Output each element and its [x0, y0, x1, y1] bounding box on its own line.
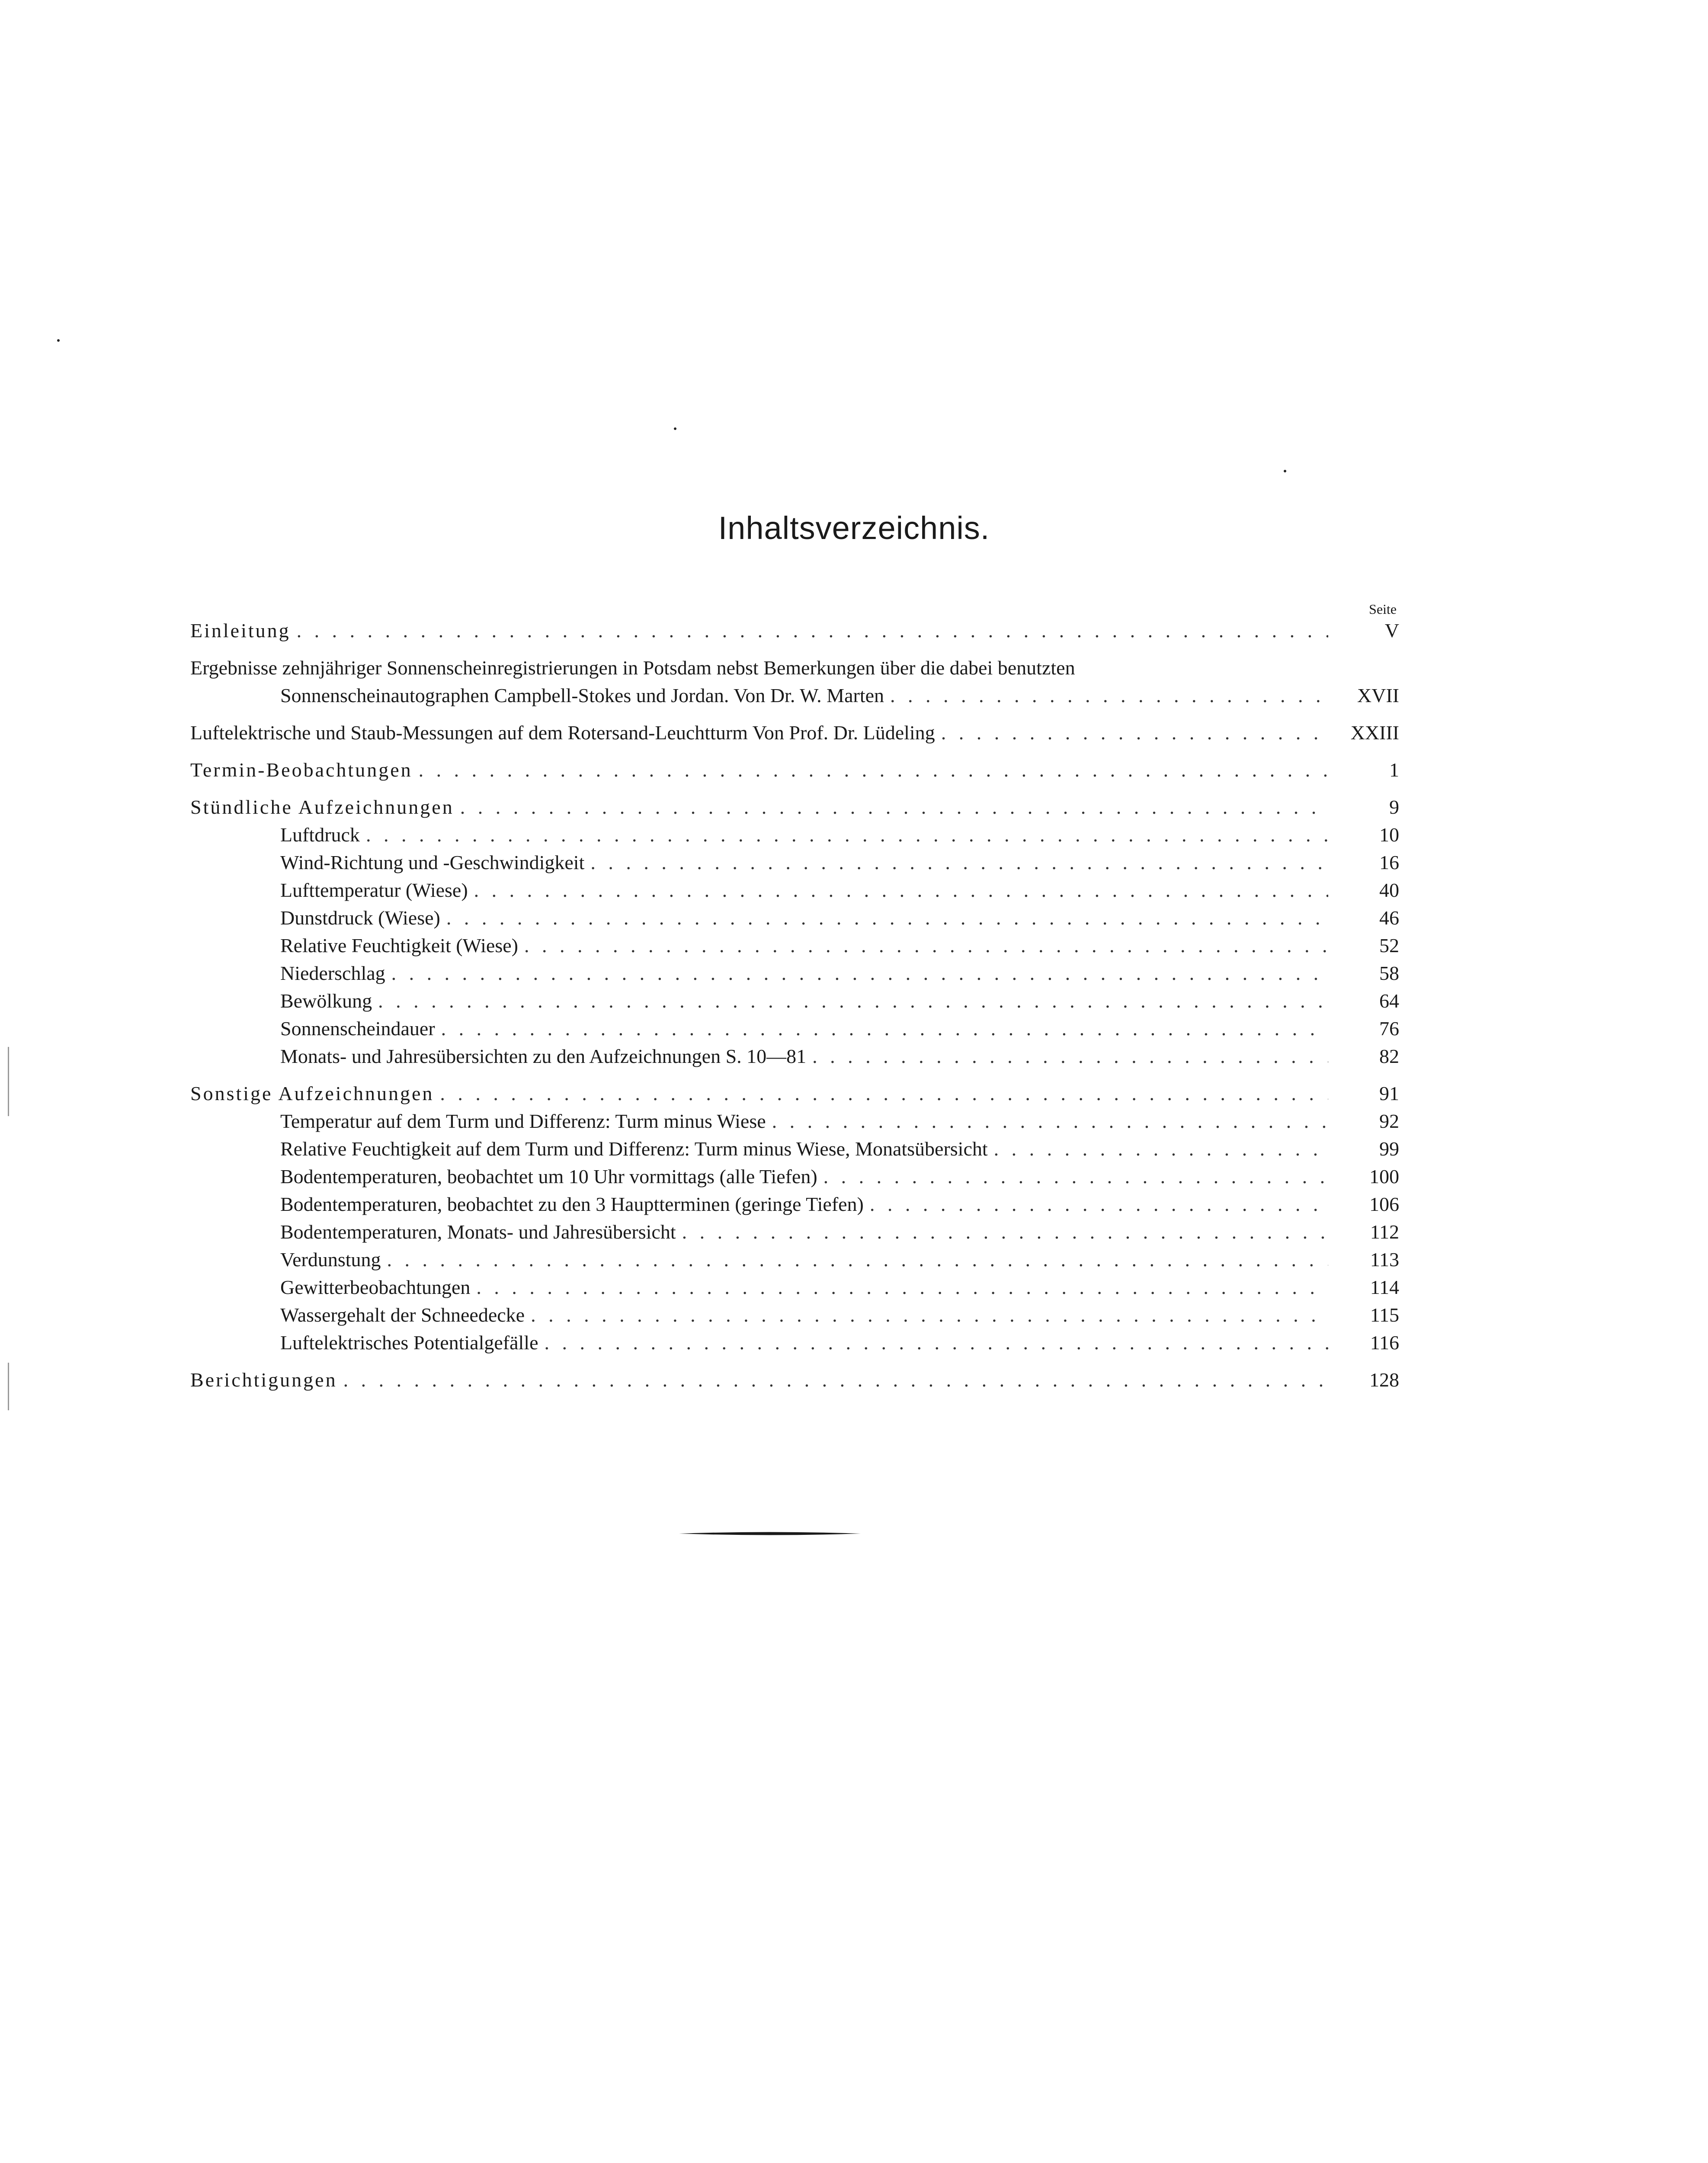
toc-entry-page: 115 — [1370, 1304, 1399, 1326]
toc-entry-page: XVII — [1357, 684, 1399, 706]
toc-entry-page: 16 — [1379, 851, 1399, 873]
leader-dots — [343, 1366, 1328, 1394]
scan-edge-mark — [8, 1363, 9, 1410]
toc-subentry — [190, 1163, 1399, 1191]
toc-entry-label: Verdunstung — [280, 1248, 381, 1271]
toc-subentry — [190, 1107, 1399, 1135]
toc-entry-page: 46 — [1379, 907, 1399, 929]
toc-entry-label: Bodentemperaturen, Monats- und Jahresübersicht — [280, 1221, 676, 1243]
toc-entry-label: Sonnenscheindauer — [280, 1017, 435, 1040]
toc-entry-page: 114 — [1370, 1276, 1399, 1298]
toc-entry-label: Dunstdruck (Wiese) — [280, 907, 440, 929]
leader-dots — [440, 1080, 1328, 1107]
print-speck — [674, 427, 676, 430]
toc-entry-label: Wind-Richtung und -Geschwindigkeit — [280, 851, 585, 873]
toc-entry-label: Monats- und Jahresübersichten zu den Aufzeichnungen S. 10—81 — [280, 1045, 807, 1067]
toc-entry-page: 9 — [1389, 796, 1399, 818]
leader-dots — [812, 1043, 1328, 1070]
closing-rule — [679, 1531, 861, 1536]
leader-dots — [890, 682, 1328, 709]
toc-subentry — [190, 849, 1399, 876]
toc-entry — [190, 1080, 1399, 1107]
toc-entry-page: 91 — [1379, 1082, 1399, 1104]
toc-entry — [190, 654, 1399, 682]
toc-entry-page: 82 — [1379, 1045, 1399, 1067]
toc-entry-label: Ergebnisse zehnjähriger Sonnenscheinregistrierungen in Potsdam nebst Bemerkungen über die dabei benutzten — [190, 657, 1075, 679]
toc-entry-continuation — [190, 682, 1399, 709]
toc-entry-page: 58 — [1379, 962, 1399, 984]
leader-dots — [531, 1301, 1328, 1329]
toc-entry — [190, 793, 1399, 821]
toc-subentry — [190, 987, 1399, 1015]
toc-entry-page: 128 — [1369, 1369, 1399, 1391]
toc-subentry — [190, 1043, 1399, 1070]
toc-subentry — [190, 1329, 1399, 1357]
toc-entry-page: 76 — [1379, 1017, 1399, 1040]
toc-subentry — [190, 1135, 1399, 1163]
leader-dots — [524, 932, 1328, 960]
table-of-contents — [190, 601, 1399, 1394]
toc-entry — [190, 719, 1399, 747]
leader-dots — [460, 793, 1328, 821]
toc-entry-label: Luftelektrisches Potentialgefälle — [280, 1332, 538, 1354]
toc-entry-label: Niederschlag — [280, 962, 385, 984]
toc-entry-label: Einleitung — [190, 619, 291, 642]
toc-subentry — [190, 1301, 1399, 1329]
toc-entry-page: 10 — [1379, 824, 1399, 846]
toc-entry-label: Luftelektrische und Staub-Messungen auf dem Rotersand-Leuchtturm Von Prof. Dr. Lüdeling — [190, 722, 935, 744]
toc-entry-label: Sonstige Aufzeichnungen — [190, 1082, 434, 1104]
toc-entry-page: 92 — [1379, 1110, 1399, 1132]
leader-dots — [476, 1274, 1328, 1301]
toc-entry-label: Lufttemperatur (Wiese) — [280, 879, 468, 901]
page-column-label: Seite — [1369, 601, 1397, 617]
toc-entry-label: Termin-Beobachtungen — [190, 759, 413, 781]
leader-dots — [297, 617, 1328, 645]
toc-subentry — [190, 821, 1399, 849]
toc-entry-label: Gewitterbeobachtungen — [280, 1276, 471, 1298]
toc-entry-page: XXIII — [1350, 722, 1399, 744]
toc-subentry — [190, 1246, 1399, 1274]
toc-subentry — [190, 876, 1399, 904]
toc-entry-label: Luftdruck — [280, 824, 360, 846]
toc-entry-label: Relative Feuchtigkeit auf dem Turm und Differenz: Turm minus Wiese, Monatsübersicht — [280, 1138, 988, 1160]
toc-entry-label: Berichtigungen — [190, 1369, 337, 1391]
leader-dots — [590, 849, 1328, 876]
toc-entry-page: V — [1384, 619, 1399, 642]
leader-dots — [391, 960, 1328, 987]
leader-dots — [366, 821, 1328, 849]
toc-entry-page: 113 — [1370, 1248, 1399, 1271]
toc-subentry — [190, 960, 1399, 987]
toc-entry-label: Relative Feuchtigkeit (Wiese) — [280, 934, 518, 956]
leader-dots — [441, 1015, 1328, 1043]
leader-dots — [446, 904, 1328, 932]
toc-subentry — [190, 904, 1399, 932]
toc-entry-page: 64 — [1379, 990, 1399, 1012]
toc-entry-page: 100 — [1369, 1165, 1399, 1187]
toc-entry-page: 1 — [1389, 759, 1399, 781]
toc-entry-page: 112 — [1370, 1221, 1399, 1243]
leader-dots — [419, 756, 1328, 784]
toc-entry-page: 99 — [1379, 1138, 1399, 1160]
toc-entry-label: Stündliche Aufzeichnungen — [190, 796, 454, 818]
toc-entry-page: 52 — [1379, 934, 1399, 956]
toc-entry — [190, 756, 1399, 784]
toc-entry-label: Bewölkung — [280, 990, 372, 1012]
toc-entry-label: Wassergehalt der Schneedecke — [280, 1304, 525, 1326]
toc-entry — [190, 617, 1399, 645]
toc-entry-label: Sonnenscheinautographen Campbell-Stokes und Jordan. Von Dr. W. Marten — [280, 684, 884, 706]
leader-dots — [387, 1246, 1328, 1274]
toc-entry-label: Bodentemperaturen, beobachtet um 10 Uhr vormittags (alle Tiefen) — [280, 1165, 817, 1187]
toc-subentry — [190, 1274, 1399, 1301]
toc-entry — [190, 1366, 1399, 1394]
leader-dots — [941, 719, 1328, 747]
leader-dots — [994, 1135, 1328, 1163]
toc-subentry — [190, 1015, 1399, 1043]
print-speck — [57, 339, 60, 342]
leader-dots — [474, 876, 1328, 904]
toc-entry-page: 40 — [1379, 879, 1399, 901]
leader-dots — [378, 987, 1328, 1015]
leader-dots — [682, 1218, 1328, 1246]
scan-edge-mark — [8, 1047, 9, 1116]
leader-dots — [545, 1329, 1329, 1357]
leader-dots — [870, 1191, 1328, 1218]
toc-subentry — [190, 1218, 1399, 1246]
page-title: Inhaltsverzeichnis. — [718, 510, 990, 546]
toc-entry-label: Bodentemperaturen, beobachtet zu den 3 Hauptterminen (geringe Tiefen) — [280, 1193, 864, 1215]
toc-subentry — [190, 932, 1399, 960]
toc-entry-label: Temperatur auf dem Turm und Differenz: Turm minus Wiese — [280, 1110, 766, 1132]
toc-entry-page: 106 — [1369, 1193, 1399, 1215]
print-speck — [1284, 470, 1286, 472]
leader-dots — [824, 1163, 1328, 1191]
toc-entry-page: 116 — [1370, 1332, 1399, 1354]
toc-subentry — [190, 1191, 1399, 1218]
leader-dots — [772, 1107, 1328, 1135]
